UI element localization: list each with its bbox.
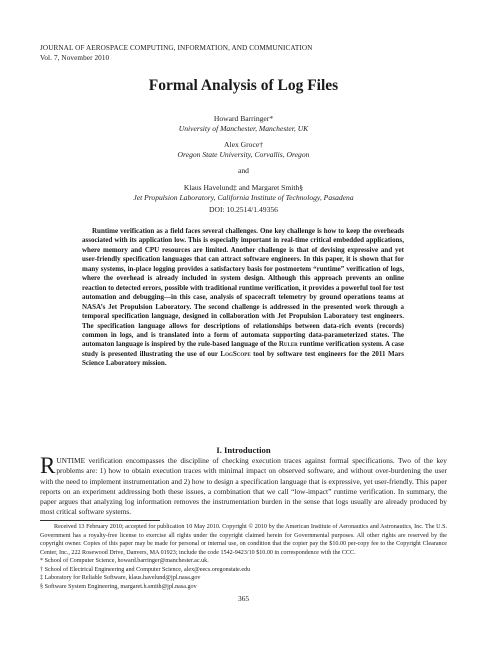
author-name: Alex Groce† — [223, 140, 263, 150]
footnote-rule — [40, 520, 160, 521]
ruler-name: Ruler — [278, 340, 298, 349]
abstract-text: tool by software test engineers for the 2011 Mars Science Laboratory mission. — [82, 349, 404, 368]
footnote: ‡ Laboratory for Reliable Software, klaus.havelund@jpl.nasa.gov — [40, 575, 201, 581]
journal-header — [40, 44, 312, 63]
doi: DOI: 10.2514/1.49356 — [209, 205, 278, 215]
author-affiliation: Jet Propulsion Laboratory, California Institute of Technology, Pasadena — [133, 192, 354, 202]
abstract-text: runtime verification system. A case study is presented illustrating the use of our — [82, 340, 405, 358]
logscope-name: LogScope — [220, 349, 251, 358]
abstract — [82, 227, 404, 369]
section-heading: I. Introduction — [216, 445, 271, 455]
drop-cap: R — [40, 453, 56, 478]
author-affiliation: Oregon State University, Corvallis, Oregon — [177, 149, 310, 159]
footnote: § Software System Engineering, margaret.h.smith@jpl.nasa.gov — [40, 583, 197, 590]
abstract-text: Runtime verification as a field faces several challenges. One key challenge is how to keep the overheads associated with its application low. This is especially important in real-time critical embedded applications, where memory and CPU resources are limited. Another challenge is that of devising expressive and yet user-friendly specification languages that can attract software engineers. In this paper, it is shown that for many systems, in-place logging provides a satisfactory basis for postmortem “runtime” verification of logs, where the overhead is already included in system design. Although this approach prevents an online reaction to detected errors, possible with traditional runtime verification, it provides a powerful tool for test automation and debugging—in this case, analysis of spacecraft telemetry by ground operations teams at NASA’s Jet Propulsion Laboratory. The second challenge is addressed in the presented work through a temporal specification language, designed in collaboration with Jet Propulsion Laboratory test engineers. The specification language allows for descriptions of relationships between data-rich events (records) common in logs, and is translated into a form of automata supporting data-parameterized states. The automaton language is inspired by the rule-based language of the — [82, 227, 404, 349]
introduction-paragraph — [40, 453, 447, 518]
author-block — [0, 114, 487, 215]
footnote: † School of Electrical Engineering and Computer Science, alex@eecs.oregonstate.edu — [40, 566, 251, 573]
journal-name: JOURNAL OF AEROSPACE COMPUTING, INFORMATION, AND COMMUNICATION — [40, 44, 313, 52]
author-conjunction: and — [238, 166, 249, 176]
introduction-text: UNTIME verification encompasses the discipline of checking execution traces against formal specifications. Two of the key problems are: 1) how to obtain execution traces with minimal impact on observed software, and without over-burdening the user with the need to implement instrumentation and 2) how to design a specification language that is expressive, yet user-friendly. This paper reports on an experiment addressing both these issues, a combination that we call “low-impact” runtime verification. In summary, the paper argues that analyzing log information removes the instrumentation burden in the sense that logs usually are already produced by most critical software systems. — [40, 456, 447, 517]
journal-volume: Vol. 7, November 2010 — [40, 53, 110, 62]
author-name: Howard Barringer* — [213, 114, 274, 123]
footnote: * School of Computer Science, howard.barringer@manchester.ac.uk. — [40, 558, 209, 564]
copyright-footnote: Received 13 February 2010; accepted for publication 10 May 2010. Copyright © 2010 by the American Institute of Aeronautics and Astronautics, Inc. The U.S. Government has a royalty-free license to exercise all rights under the copyright claimed herein for Governmental purposes. All other rights are reserved by the copyright owner. Copies of this paper may be made for personal or internal use, on condition that the copier pay the $10.00 per-copy fee to the Copyright Clearance Center, Inc., 222 Rosewood Drive, Danvers, MA 01923; include the code 1542-9423/10 $10.00 in correspondence with the CCC. — [40, 524, 447, 556]
footnotes — [40, 523, 447, 591]
paper-title: Formal Analysis of Log Files — [148, 77, 339, 94]
author-affiliation: University of Manchester, Manchester, UK — [178, 123, 309, 133]
author-name: Klaus Havelund‡ and Margaret Smith§ — [183, 182, 304, 192]
page-number: 365 — [237, 594, 250, 603]
